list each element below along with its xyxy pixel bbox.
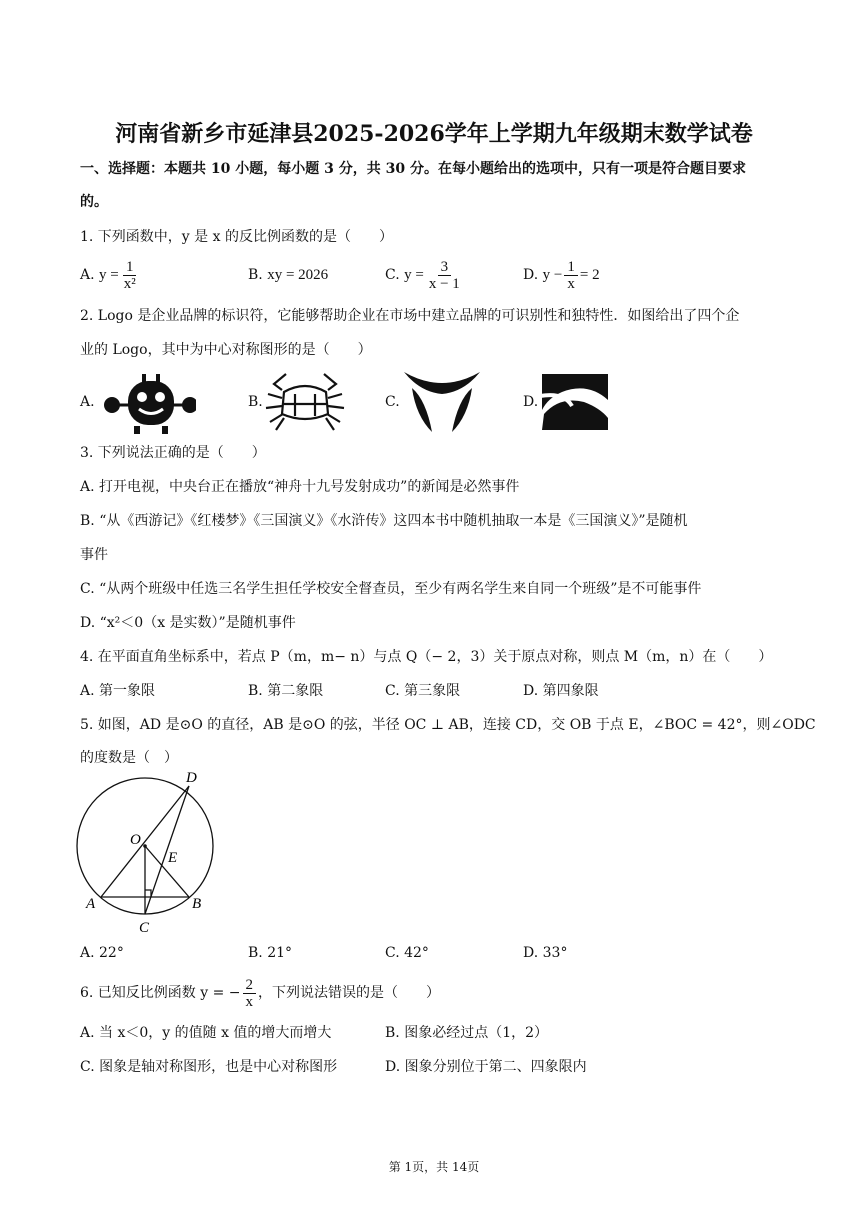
circle-geometry-figure xyxy=(72,770,232,940)
q1-c-num: 3 xyxy=(438,259,452,276)
q3-option-a: A. 打开电视，中央台正在播放“神舟十九号发射成功”的新闻是必然事件 xyxy=(80,479,520,495)
q1-a-lhs: y = xyxy=(99,267,119,283)
q6-option-c: C. 图象是轴对称图形，也是中心对称图形 xyxy=(80,1059,338,1075)
q1-d-rhs: = 2 xyxy=(579,267,600,283)
q1-option-c xyxy=(385,258,465,292)
section-heading-line2: 的。 xyxy=(80,194,108,210)
q4-option-d: D. 第四象限 xyxy=(523,683,599,699)
q6-num: 2 xyxy=(243,977,257,994)
q1-option-a xyxy=(80,258,141,292)
q1-d-fraction xyxy=(564,259,578,292)
q4-option-b: B. 第二象限 xyxy=(248,683,324,699)
q4-option-a: A. 第一象限 xyxy=(80,683,156,699)
q4-stem: 4. 在平面直角坐标系中，若点 P（m，m− n）与点 Q（− 2，3）关于原点对称，则点 M（m，n）在（ ） xyxy=(80,649,773,665)
q5-stem-line1: 5. 如图，AD 是⊙O 的直径，AB 是⊙O 的弦，半径 OC ⊥ AB，连接 CD，交 OB 于点 E，∠BOC = 42°，则∠ODC xyxy=(80,717,816,733)
label-b: B xyxy=(192,896,202,912)
q1-c-den: x − 1 xyxy=(428,275,460,292)
section-heading-line1: 一、选择题：本题共 10 小题，每小题 3 分，共 30 分。在每小题给出的选项中，只有一项是符合题目要求 xyxy=(80,161,746,177)
q2-b-label: B. xyxy=(248,394,263,410)
q1-d-lhs: y − xyxy=(542,267,563,283)
q1-option-b xyxy=(248,258,328,292)
q2-stem-line1: 2. Logo 是企业品牌的标识符，它能够帮助企业在市场中建立品牌的可识别性和独特性．如图给出了四个企 xyxy=(80,308,740,324)
q3-option-c: C. “从两个班级中任选三名学生担任学校安全督查员，至少有两名学生来自同一个班级”是不可能事件 xyxy=(80,581,702,597)
q3-option-b-line2: 事件 xyxy=(80,547,108,563)
q1-d-label: D. xyxy=(523,267,539,283)
q1-d-num: 1 xyxy=(564,259,578,276)
q1-d-den: x xyxy=(567,275,575,292)
q4-option-c: C. 第三象限 xyxy=(385,683,461,699)
q1-c-lhs: y = xyxy=(404,267,424,283)
q2-stem-line2: 业的 Logo，其中为中心对称图形的是（ ） xyxy=(80,342,372,358)
q1-b-label: B. xyxy=(248,267,263,283)
label-a: A xyxy=(86,896,96,912)
q1-option-d xyxy=(523,258,600,292)
q1-a-den: x² xyxy=(123,275,136,292)
q6-option-b: B. 图象必经过点（1，2） xyxy=(385,1025,549,1041)
wave-logo-icon xyxy=(538,370,610,432)
q5-option-b: B. 21° xyxy=(248,945,293,961)
q3-option-b-line1: B. “从《西游记》《红楼梦》《三国演义》《水浒传》这四本书中随机抽取一本是《三国演义》”是随机 xyxy=(80,513,688,529)
q1-stem: 1. 下列函数中，y 是 x 的反比例函数的是（ ） xyxy=(80,229,393,245)
robot-logo-icon xyxy=(96,368,196,434)
q5-stem-line2: 的度数是（ ） xyxy=(80,750,178,766)
q2-c-label: C. xyxy=(385,394,400,410)
q1-c-fraction xyxy=(426,259,463,292)
q6-stem xyxy=(80,975,440,1011)
q1-a-label: A. xyxy=(80,267,95,283)
tri-blade-logo-icon xyxy=(402,368,482,434)
q6-fraction xyxy=(243,977,257,1010)
page-footer: 第 1页，共 14页 xyxy=(388,1160,480,1174)
q1-a-num: 1 xyxy=(123,259,137,276)
q2-d-label: D. xyxy=(523,394,539,410)
q6-stem-pre: 6. 已知反比例函数 y = − xyxy=(80,985,241,1001)
page-title: 河南省新乡市延津县2025-2026学年上学期九年级期末数学试卷 xyxy=(115,121,753,147)
label-c: C xyxy=(139,920,150,936)
q3-option-d: D. “x²＜0（x 是实数）”是随机事件 xyxy=(80,615,296,631)
q1-a-fraction xyxy=(121,259,139,292)
label-e: E xyxy=(168,850,178,866)
q6-option-d: D. 图象分别位于第二、四象限内 xyxy=(385,1059,587,1075)
label-d: D xyxy=(186,770,197,786)
q6-den: x xyxy=(245,993,254,1010)
q5-option-a: A. 22° xyxy=(80,945,124,961)
q5-option-c: C. 42° xyxy=(385,945,429,961)
label-o: O xyxy=(130,832,141,848)
q5-option-d: D. 33° xyxy=(523,945,568,961)
q2-a-label: A. xyxy=(80,394,95,410)
q1-b-expr: xy = 2026 xyxy=(267,267,329,283)
crab-logo-icon xyxy=(262,370,348,434)
q6-option-a: A. 当 x＜0，y 的值随 x 值的增大而增大 xyxy=(80,1025,332,1041)
q6-stem-post: ，下列说法错误的是（ ） xyxy=(258,985,441,1001)
q1-c-label: C. xyxy=(385,267,400,283)
q3-stem: 3. 下列说法正确的是（ ） xyxy=(80,445,266,461)
